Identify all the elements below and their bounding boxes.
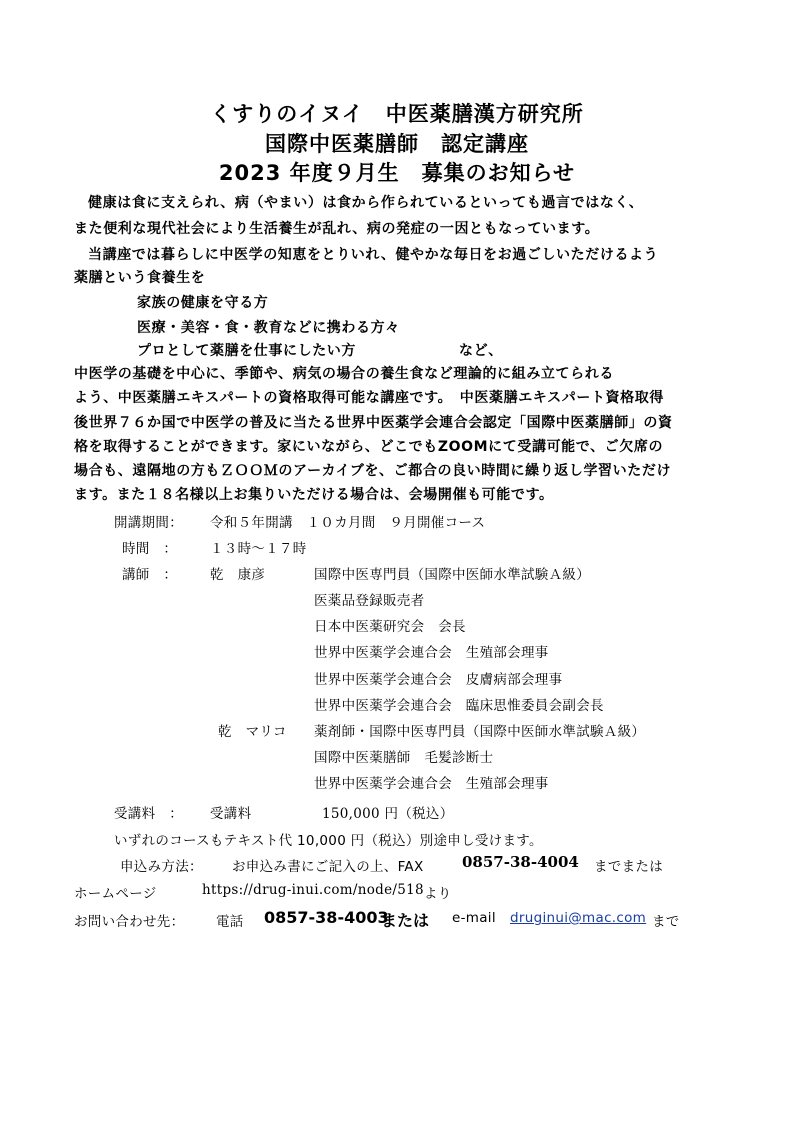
email-suffix: まで [652,914,680,930]
instructor-1-title: 国際中医専門員（国際中医師水準試験Ａ級） [314,567,590,583]
intro-line-1: 健康は食に支えられ、病（やまい）は食から作られているといっても過言ではなく、 [88,195,644,211]
instructor-1-title: 医薬品登録販売者 [314,593,425,609]
homepage-url[interactable]: https://drug-inui.com/node/518 [202,882,424,898]
time-label: 時間 ： [122,541,178,557]
email-link[interactable]: druginui@mac.com [510,910,647,926]
fax-number: 0857-38-4004 [462,853,579,871]
email-label: e-mail [452,910,496,926]
title-line-1: くすりのイヌイ 中医薬膳漢方研究所 [210,102,584,126]
intro-line: ます。また１８名様以上お集りいただける場合は、会場開催も可能です。 [74,487,554,503]
target-item: 家族の健康を守る方 [137,295,269,311]
period-value: 令和５年開講 １０カ月間 ９月開催コース [210,515,486,531]
time-value: １３時～１７時 [210,541,307,557]
fee-sub-label: 受講料 [210,806,252,822]
instructor-1-title: 日本中医薬研究会 会長 [314,619,466,635]
intro-line-3: 当講座では暮らしに中医学の知恵をとりいれ、健やかな毎日をお過ごしいただけるよう [88,247,659,263]
intro-line: よう、中医薬膳エキスパートの資格取得可能な講座です。 中医薬膳エキスパート資格取得 [74,390,664,406]
period-label: 開講期間： [114,515,183,531]
homepage-label: ホームページ [74,886,157,902]
intro-line: 場合も、遠隔地の方もＺＯＯＭのアーカイブを、ご都合の良い時間に繰り返し学習いただけ [74,463,672,479]
instructor-1-title: 世界中医薬学会連合会 生殖部会理事 [314,645,549,661]
intro-line-4: 薬膳という食養生を [74,270,206,286]
phone-label: 電話 [216,914,244,930]
instructor-1-title: 世界中医薬学会連合会 皮膚病部会理事 [314,672,563,688]
fee-label: 受講料 ： [114,806,183,822]
target-item: 医療・美容・食・教育などに携わる方々 [137,320,400,336]
title-line-3: 2023 年度９月生 募集のお知らせ [218,161,576,185]
instructor-2-title: 世界中医薬学会連合会 生殖部会理事 [314,776,549,792]
contact-label: お問い合わせ先： [74,914,185,930]
phone-or: または [381,911,430,930]
fee-value: 150,000 円（税込） [322,806,454,822]
text-fee-note: いずれのコースもテキスト代 10,000 円（税込）別途申し受けます。 [114,833,543,849]
instructor-1-name: 乾 康彦 [210,567,266,583]
instructor-2-name: 乾 マリコ [218,724,287,740]
intro-line: 中医学の基礎を中心に、季節や、病気の場合の養生食など理論的に組み立てられる [74,366,614,382]
homepage-suffix: より [424,886,452,902]
title-line-2: 国際中医薬膳師 認定講座 [265,132,529,156]
instructor-2-title: 国際中医薬膳師 毛髪診断士 [314,750,494,766]
instructor-2-title: 薬剤師・国際中医専門員（国際中医師水準試験Ａ級） [314,724,646,740]
intro-line: 後世界７６か国で中医学の普及に当たる世界中医薬学会連合会認定「国際中医薬膳師」の資 [74,415,673,431]
intro-line: 格を取得することができます。家にいながら、どこでもZOOMにて受講可能で、ご欠席の [74,439,664,455]
instructor-1-title: 世界中医薬学会連合会 臨床思惟委員会副会長 [314,698,604,714]
target-item: プロとして薬膳を仕事にしたい方 [137,343,356,359]
instructor-label: 講師 ： [122,567,178,583]
intro-line-2: また便利な現代社会により生活養生が乱れ、病の発症の一因ともなっています。 [74,221,600,237]
apply-label: 申込み方法： [120,859,203,875]
apply-text: お申込み書にご記入の上、FAX [232,859,424,875]
target-suffix: など、 [459,343,503,359]
apply-or: までまたは [594,859,663,875]
phone-number: 0857-38-4003 [264,908,389,927]
